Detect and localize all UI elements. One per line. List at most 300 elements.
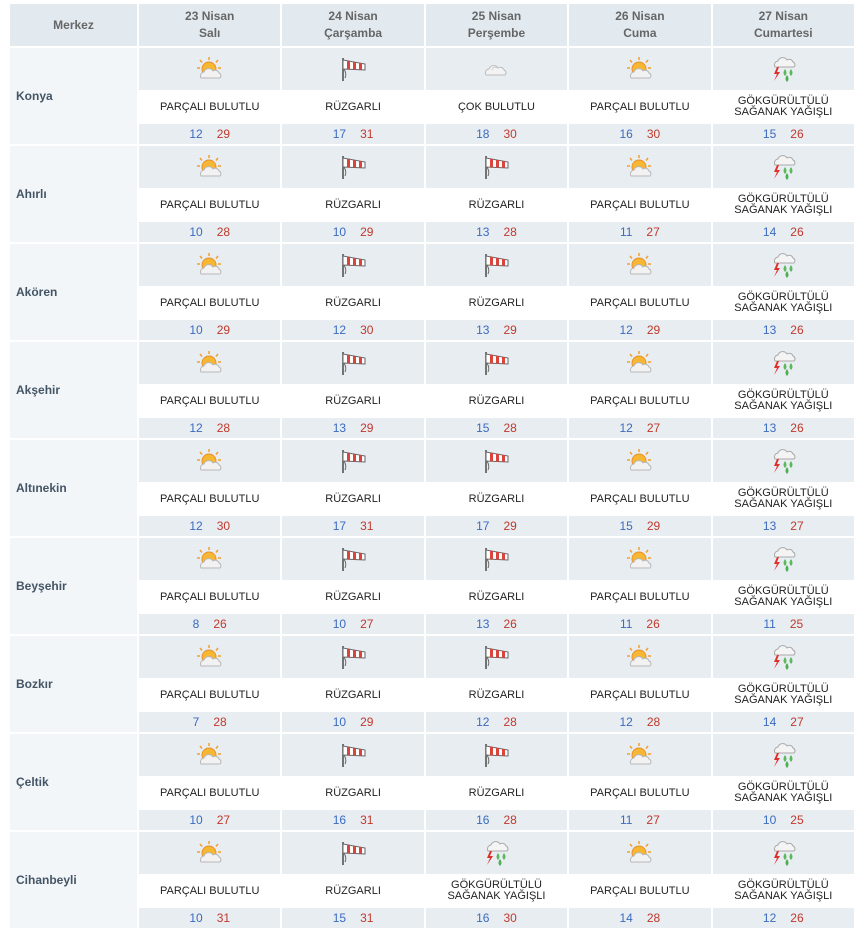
temperature-range (282, 418, 423, 438)
condition-label: RÜZGARLI (282, 286, 423, 320)
forecast-cell (139, 146, 280, 242)
city-name[interactable]: Akşehir (10, 342, 137, 438)
temp-max: 30 (360, 323, 374, 337)
header-row (10, 4, 854, 46)
condition-label: GÖKGÜRÜLTÜLÜ SAĞANAK YAĞIŞLI (713, 286, 854, 320)
forecast-cell (569, 244, 710, 340)
forecast-cell (139, 832, 280, 928)
condition-label: RÜZGARLI (282, 384, 423, 418)
city-name[interactable]: Altınekin (10, 440, 137, 536)
windsock-icon (282, 734, 423, 776)
temp-min: 11 (619, 225, 633, 239)
forecast-cell (426, 342, 567, 438)
condition-label: RÜZGARLI (282, 188, 423, 222)
condition-label: PARÇALI BULUTLU (569, 188, 710, 222)
condition-label: PARÇALI BULUTLU (139, 678, 280, 712)
temp-max: 29 (360, 225, 374, 239)
condition-label: RÜZGARLI (426, 580, 567, 614)
temperature-range (139, 124, 280, 144)
forecast-cell (139, 538, 280, 634)
temp-max: 29 (646, 323, 661, 337)
partly-cloudy-icon (569, 636, 710, 678)
temp-max: 27 (646, 813, 660, 827)
partly-cloudy-icon (139, 146, 280, 188)
temperature-range (282, 516, 423, 536)
partly-cloudy-icon (569, 734, 710, 776)
temp-min: 10 (332, 225, 347, 239)
temperature-range (426, 614, 567, 634)
forecast-cell (569, 440, 710, 536)
temperature-range (569, 712, 710, 732)
condition-label: GÖKGÜRÜLTÜLÜ SAĞANAK YAĞIŞLI (713, 776, 854, 810)
temp-min: 11 (763, 617, 776, 631)
temperature-range (569, 810, 710, 830)
forecast-cell (282, 734, 423, 830)
forecast-cell (139, 244, 280, 340)
temperature-range (713, 614, 854, 634)
temp-min: 13 (762, 421, 777, 435)
city-row (10, 146, 854, 242)
windsock-icon (282, 636, 423, 678)
temp-max: 29 (503, 519, 517, 533)
forecast-cell (139, 636, 280, 732)
windsock-icon (282, 146, 423, 188)
temp-min: 12 (332, 323, 347, 337)
forecast-cell (569, 48, 710, 144)
temperature-range (713, 908, 854, 928)
temperature-range (139, 810, 280, 830)
temp-max: 27 (646, 225, 660, 239)
temp-min: 13 (332, 421, 347, 435)
condition-label: PARÇALI BULUTLU (569, 90, 710, 124)
windsock-icon (282, 832, 423, 874)
temp-min: 10 (332, 617, 347, 631)
temperature-range (713, 124, 854, 144)
forecast-cell (282, 244, 423, 340)
temp-max: 28 (503, 225, 517, 239)
condition-label: PARÇALI BULUTLU (139, 776, 280, 810)
partly-cloudy-icon (569, 48, 710, 90)
windsock-icon (426, 244, 567, 286)
temp-min: 10 (762, 813, 777, 827)
condition-label: PARÇALI BULUTLU (139, 384, 280, 418)
temp-max: 28 (503, 715, 517, 729)
temperature-range (282, 222, 423, 242)
day-date: 24 Nisan (328, 9, 378, 23)
temp-min: 16 (332, 813, 347, 827)
day-weekday: Cuma (623, 26, 657, 40)
condition-label: RÜZGARLI (282, 678, 423, 712)
forecast-cell (713, 538, 854, 634)
windsock-icon (426, 146, 567, 188)
forecast-cell (282, 832, 423, 928)
temperature-range (426, 908, 567, 928)
forecast-cell (426, 636, 567, 732)
day-weekday: Çarşamba (324, 26, 383, 40)
thunderstorm-icon (713, 636, 854, 678)
forecast-cell (282, 48, 423, 144)
day-weekday: Salı (199, 26, 221, 40)
condition-label: RÜZGARLI (282, 580, 423, 614)
temperature-range (426, 810, 567, 830)
temp-max: 31 (360, 127, 374, 141)
temperature-range (282, 810, 423, 830)
center-column-header: Merkez (10, 4, 137, 46)
partly-cloudy-icon (139, 440, 280, 482)
windsock-icon (426, 342, 567, 384)
temp-max: 27 (790, 519, 804, 533)
temp-max: 31 (360, 911, 374, 925)
windsock-icon (282, 48, 423, 90)
day-header (713, 4, 854, 46)
forecast-cell (282, 636, 423, 732)
temp-max: 29 (646, 519, 661, 533)
temperature-range (426, 222, 567, 242)
temp-max: 30 (503, 911, 517, 925)
temperature-range (713, 712, 854, 732)
temperature-range (713, 516, 854, 536)
temp-min: 14 (762, 225, 777, 239)
forecast-cell (139, 342, 280, 438)
temperature-range (426, 418, 567, 438)
partly-cloudy-icon (569, 832, 710, 874)
temp-max: 25 (790, 813, 804, 827)
partly-cloudy-icon (569, 244, 710, 286)
temperature-range (713, 810, 854, 830)
partly-cloudy-icon (139, 636, 280, 678)
temp-max: 27 (646, 421, 661, 435)
windsock-icon (426, 734, 567, 776)
day-date: 26 Nisan (615, 9, 665, 23)
city-name[interactable]: Çeltik (10, 734, 137, 830)
condition-label: PARÇALI BULUTLU (569, 286, 710, 320)
temp-max: 31 (360, 519, 374, 533)
temperature-range (713, 222, 854, 242)
forecast-cell (569, 734, 710, 830)
city-row (10, 636, 854, 732)
temp-max: 26 (503, 617, 517, 631)
forecast-cell (426, 538, 567, 634)
temp-min: 18 (476, 127, 490, 141)
forecast-cell (569, 538, 710, 634)
temperature-range (569, 516, 710, 536)
temp-min: 14 (619, 911, 633, 925)
temp-min: 12 (619, 421, 633, 435)
condition-label: RÜZGARLI (282, 90, 423, 124)
temp-min: 13 (476, 323, 490, 337)
condition-label: PARÇALI BULUTLU (139, 188, 280, 222)
temperature-range (713, 418, 854, 438)
temp-min: 10 (189, 911, 203, 925)
temp-min: 10 (189, 323, 203, 337)
forecast-cell (713, 48, 854, 144)
city-name[interactable]: Cihanbeyli (10, 832, 137, 928)
temp-min: 7 (192, 715, 200, 729)
temp-max: 25 (789, 617, 804, 631)
temp-min: 15 (332, 911, 347, 925)
forecast-cell (426, 440, 567, 536)
partly-cloudy-icon (139, 342, 280, 384)
day-weekday: Cumartesi (753, 26, 813, 40)
city-row (10, 832, 854, 928)
temp-min: 17 (332, 519, 347, 533)
temperature-range (569, 222, 710, 242)
temp-min: 8 (192, 617, 200, 631)
city-name[interactable]: Beyşehir (10, 538, 137, 634)
temp-min: 10 (332, 715, 347, 729)
temp-min: 12 (189, 421, 203, 435)
temperature-range (569, 908, 710, 928)
temp-min: 12 (189, 127, 203, 141)
windsock-icon (282, 538, 423, 580)
thunderstorm-icon (426, 832, 567, 874)
temperature-range (569, 124, 710, 144)
condition-label: GÖKGÜRÜLTÜLÜ SAĞANAK YAĞIŞLI (426, 874, 567, 908)
temperature-range (426, 712, 567, 732)
temp-min: 14 (762, 715, 777, 729)
condition-label: RÜZGARLI (282, 874, 423, 908)
temp-max: 30 (646, 127, 661, 141)
city-name[interactable]: Ahırlı (10, 146, 137, 242)
temp-min: 13 (476, 225, 490, 239)
city-row (10, 538, 854, 634)
condition-label: PARÇALI BULUTLU (139, 874, 280, 908)
day-header (282, 4, 423, 46)
temp-max: 28 (646, 911, 661, 925)
temp-max: 26 (213, 617, 227, 631)
temperature-range (282, 320, 423, 340)
temperature-range (426, 124, 567, 144)
thunderstorm-icon (713, 48, 854, 90)
condition-label: RÜZGARLI (426, 482, 567, 516)
condition-label: RÜZGARLI (426, 678, 567, 712)
condition-label: GÖKGÜRÜLTÜLÜ SAĞANAK YAĞIŞLI (713, 90, 854, 124)
condition-label: PARÇALI BULUTLU (139, 580, 280, 614)
condition-label: GÖKGÜRÜLTÜLÜ SAĞANAK YAĞIŞLI (713, 874, 854, 908)
temp-max: 26 (790, 323, 804, 337)
forecast-cell (713, 440, 854, 536)
condition-label: GÖKGÜRÜLTÜLÜ SAĞANAK YAĞIŞLI (713, 580, 854, 614)
forecast-cell (713, 342, 854, 438)
city-row (10, 48, 854, 144)
temp-max: 30 (216, 519, 231, 533)
forecast-table (8, 2, 856, 930)
temp-max: 26 (790, 127, 804, 141)
city-name[interactable]: Konya (10, 48, 137, 144)
condition-label: RÜZGARLI (282, 776, 423, 810)
thunderstorm-icon (713, 538, 854, 580)
condition-label: RÜZGARLI (426, 776, 567, 810)
temp-min: 12 (189, 519, 203, 533)
forecast-cell (282, 538, 423, 634)
temp-min: 12 (619, 715, 633, 729)
temp-min: 15 (762, 127, 777, 141)
condition-label: RÜZGARLI (426, 286, 567, 320)
windsock-icon (426, 440, 567, 482)
temp-max: 26 (646, 617, 660, 631)
temp-max: 29 (360, 421, 374, 435)
condition-label: RÜZGARLI (426, 384, 567, 418)
forecast-cell (282, 342, 423, 438)
temperature-range (569, 614, 710, 634)
temperature-range (713, 320, 854, 340)
temp-min: 15 (476, 421, 490, 435)
forecast-cell (569, 636, 710, 732)
day-header (426, 4, 567, 46)
forecast-cell (713, 146, 854, 242)
temperature-range (282, 124, 423, 144)
temp-min: 10 (189, 225, 203, 239)
temp-max: 27 (360, 617, 374, 631)
temp-max: 27 (216, 813, 231, 827)
condition-label: PARÇALI BULUTLU (569, 874, 710, 908)
temp-max: 26 (790, 421, 804, 435)
day-header (569, 4, 710, 46)
partly-cloudy-icon (139, 832, 280, 874)
forecast-cell (139, 440, 280, 536)
temp-max: 28 (503, 813, 517, 827)
temp-max: 29 (216, 127, 231, 141)
forecast-cell (139, 48, 280, 144)
temp-min: 17 (476, 519, 490, 533)
forecast-cell (713, 734, 854, 830)
temperature-range (139, 908, 280, 928)
temp-max: 28 (216, 225, 231, 239)
condition-label: GÖKGÜRÜLTÜLÜ SAĞANAK YAĞIŞLI (713, 678, 854, 712)
temperature-range (139, 712, 280, 732)
temp-max: 29 (503, 323, 517, 337)
temp-min: 11 (619, 813, 633, 827)
temperature-range (139, 320, 280, 340)
temp-min: 10 (189, 813, 203, 827)
temp-max: 28 (213, 715, 227, 729)
city-row (10, 440, 854, 536)
condition-label: GÖKGÜRÜLTÜLÜ SAĞANAK YAĞIŞLI (713, 482, 854, 516)
thunderstorm-icon (713, 244, 854, 286)
temperature-range (426, 516, 567, 536)
condition-label: PARÇALI BULUTLU (139, 286, 280, 320)
thunderstorm-icon (713, 440, 854, 482)
temperature-range (139, 516, 280, 536)
temp-max: 29 (360, 715, 374, 729)
temperature-range (282, 614, 423, 634)
thunderstorm-icon (713, 146, 854, 188)
windsock-icon (282, 244, 423, 286)
partly-cloudy-icon (569, 146, 710, 188)
forecast-body (10, 48, 854, 928)
day-header (139, 4, 280, 46)
forecast-cell (569, 146, 710, 242)
condition-label: GÖKGÜRÜLTÜLÜ SAĞANAK YAĞIŞLI (713, 384, 854, 418)
condition-label: GÖKGÜRÜLTÜLÜ SAĞANAK YAĞIŞLI (713, 188, 854, 222)
condition-label: PARÇALI BULUTLU (569, 678, 710, 712)
thunderstorm-icon (713, 832, 854, 874)
city-name[interactable]: Bozkır (10, 636, 137, 732)
forecast-cell (569, 832, 710, 928)
temperature-range (426, 320, 567, 340)
temp-min: 12 (619, 323, 633, 337)
forecast-cell (139, 734, 280, 830)
temp-min: 12 (476, 715, 490, 729)
temp-min: 11 (619, 617, 633, 631)
windsock-icon (426, 636, 567, 678)
city-name[interactable]: Akören (10, 244, 137, 340)
temperature-range (569, 320, 710, 340)
temp-max: 27 (790, 715, 804, 729)
partly-cloudy-icon (569, 440, 710, 482)
day-date: 27 Nisan (758, 9, 808, 23)
partly-cloudy-icon (569, 342, 710, 384)
thunderstorm-icon (713, 734, 854, 776)
forecast-cell (713, 244, 854, 340)
partly-cloudy-icon (569, 538, 710, 580)
forecast-cell (713, 832, 854, 928)
temp-max: 31 (216, 911, 231, 925)
temperature-range (282, 712, 423, 732)
day-date: 23 Nisan (185, 9, 235, 23)
cloudy-icon (426, 48, 567, 90)
temp-max: 28 (216, 421, 231, 435)
temp-max: 31 (360, 813, 374, 827)
temp-min: 16 (619, 127, 633, 141)
partly-cloudy-icon (139, 48, 280, 90)
city-row (10, 244, 854, 340)
forecast-cell (426, 48, 567, 144)
condition-label: PARÇALI BULUTLU (569, 384, 710, 418)
temperature-range (139, 614, 280, 634)
partly-cloudy-icon (139, 538, 280, 580)
temperature-range (569, 418, 710, 438)
temperature-range (139, 222, 280, 242)
temp-min: 16 (476, 813, 490, 827)
temp-min: 15 (619, 519, 633, 533)
city-row (10, 342, 854, 438)
condition-label: PARÇALI BULUTLU (569, 776, 710, 810)
temp-max: 29 (216, 323, 231, 337)
condition-label: PARÇALI BULUTLU (139, 90, 280, 124)
temp-max: 28 (503, 421, 517, 435)
temperature-range (139, 418, 280, 438)
windsock-icon (282, 342, 423, 384)
temp-min: 16 (476, 911, 490, 925)
temp-min: 17 (332, 127, 347, 141)
condition-label: PARÇALI BULUTLU (569, 580, 710, 614)
condition-label: PARÇALI BULUTLU (569, 482, 710, 516)
temp-min: 13 (476, 617, 490, 631)
city-row (10, 734, 854, 830)
condition-label: RÜZGARLI (426, 188, 567, 222)
day-weekday: Perşembe (467, 26, 526, 40)
condition-label: ÇOK BULUTLU (426, 90, 567, 124)
temp-max: 26 (790, 911, 804, 925)
forecast-container (8, 2, 856, 930)
temp-max: 30 (503, 127, 517, 141)
windsock-icon (426, 538, 567, 580)
temp-min: 13 (762, 323, 777, 337)
forecast-cell (282, 440, 423, 536)
temperature-range (282, 908, 423, 928)
forecast-cell (426, 832, 567, 928)
partly-cloudy-icon (139, 244, 280, 286)
forecast-cell (713, 636, 854, 732)
forecast-cell (569, 342, 710, 438)
temp-max: 28 (646, 715, 661, 729)
condition-label: RÜZGARLI (282, 482, 423, 516)
forecast-cell (426, 244, 567, 340)
forecast-cell (426, 146, 567, 242)
thunderstorm-icon (713, 342, 854, 384)
partly-cloudy-icon (139, 734, 280, 776)
